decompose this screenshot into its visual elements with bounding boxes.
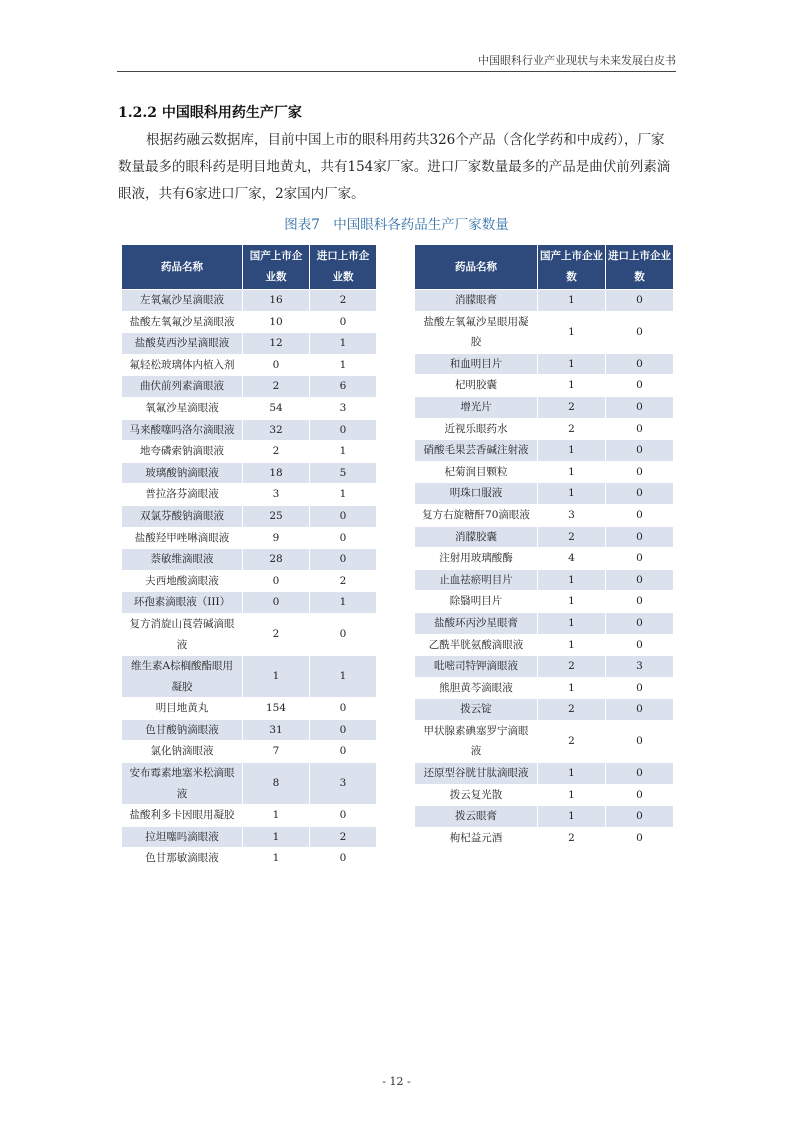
drug-name-cell: 消朦胶囊: [415, 526, 538, 548]
domestic-count-cell: 2: [538, 720, 606, 762]
drug-name-cell: 地夸磷索钠滴眼液: [122, 441, 243, 463]
table-row: [122, 592, 377, 614]
header-import-count: 进口上市企业数: [310, 245, 377, 290]
domestic-count-cell: 12: [243, 333, 310, 355]
table-header-row: [122, 245, 377, 290]
domestic-count-cell: 1: [538, 290, 606, 312]
domestic-count-cell: 3: [538, 504, 606, 526]
import-count-cell: 0: [310, 698, 377, 720]
domestic-count-cell: 2: [538, 699, 606, 721]
import-count-cell: 2: [310, 570, 377, 592]
domestic-count-cell: 31: [243, 719, 310, 741]
drug-name-cell: 夫西地酸滴眼液: [122, 570, 243, 592]
table-row: [122, 505, 377, 527]
table-row: [415, 483, 674, 505]
domestic-count-cell: 32: [243, 419, 310, 441]
table-row: [122, 656, 377, 698]
table-row: [415, 656, 674, 678]
table-row: [122, 484, 377, 506]
drug-name-cell: 盐酸左氧氟沙星滴眼液: [122, 311, 243, 333]
table-row: [415, 784, 674, 806]
right-drug-table: [414, 244, 674, 849]
domestic-count-cell: 8: [243, 763, 310, 805]
drug-name-cell: 玻璃酸钠滴眼液: [122, 462, 243, 484]
header-domestic-count: 国产上市企业数: [538, 245, 606, 290]
table-row: [415, 720, 674, 762]
drug-name-cell: 维生素A棕榈酸酯眼用凝胶: [122, 656, 243, 698]
drug-name-cell: 安布霉素地塞米松滴眼液: [122, 763, 243, 805]
domestic-count-cell: 154: [243, 698, 310, 720]
import-count-cell: 3: [310, 763, 377, 805]
drug-name-cell: 增光片: [415, 396, 538, 418]
domestic-count-cell: 1: [538, 375, 606, 397]
domestic-count-cell: 1: [243, 848, 310, 870]
import-count-cell: 0: [606, 548, 674, 570]
import-count-cell: 2: [310, 290, 377, 312]
domestic-count-cell: 1: [538, 591, 606, 613]
drug-name-cell: 除翳明目片: [415, 591, 538, 613]
drug-name-cell: 氯化钠滴眼液: [122, 741, 243, 763]
domestic-count-cell: 1: [538, 784, 606, 806]
table-row: [415, 677, 674, 699]
table-row: [415, 806, 674, 828]
domestic-count-cell: 1: [243, 805, 310, 827]
drug-name-cell: 环孢素滴眼液（III）: [122, 592, 243, 614]
drug-name-cell: 杞菊润目颗粒: [415, 461, 538, 483]
import-count-cell: 1: [310, 333, 377, 355]
domestic-count-cell: 1: [538, 634, 606, 656]
import-count-cell: 0: [606, 311, 674, 353]
drug-name-cell: 止血祛瘀明目片: [415, 569, 538, 591]
table-row: [415, 504, 674, 526]
import-count-cell: 3: [310, 397, 377, 419]
table-row: [415, 763, 674, 785]
domestic-count-cell: 9: [243, 527, 310, 549]
domestic-count-cell: 2: [538, 656, 606, 678]
table-header-row: [415, 245, 674, 290]
domestic-count-cell: 1: [538, 483, 606, 505]
table-row: [122, 719, 377, 741]
import-count-cell: 6: [310, 376, 377, 398]
import-count-cell: 0: [310, 613, 377, 655]
left-table-body: [122, 290, 377, 870]
drug-name-cell: 杞明胶囊: [415, 375, 538, 397]
table-row: [415, 699, 674, 721]
table-row: [122, 419, 377, 441]
import-count-cell: 0: [310, 527, 377, 549]
table-row: [415, 634, 674, 656]
import-count-cell: 0: [310, 805, 377, 827]
header-domestic-count: 国产上市企业数: [243, 245, 310, 290]
import-count-cell: 3: [606, 656, 674, 678]
table-row: [122, 354, 377, 376]
table-row: [122, 333, 377, 355]
drug-name-cell: 马来酸噻吗洛尔滴眼液: [122, 419, 243, 441]
page-number: - 12 -: [382, 1075, 411, 1088]
drug-name-cell: 消朦眼膏: [415, 290, 538, 312]
import-count-cell: 2: [310, 826, 377, 848]
import-count-cell: 0: [606, 591, 674, 613]
import-count-cell: 0: [606, 827, 674, 849]
right-table-body: [415, 290, 674, 849]
import-count-cell: 0: [606, 504, 674, 526]
drug-name-cell: 明珠口服液: [415, 483, 538, 505]
import-count-cell: 1: [310, 354, 377, 376]
table-row: [415, 526, 674, 548]
drug-name-cell: 色甘酸钠滴眼液: [122, 719, 243, 741]
domestic-count-cell: 1: [538, 677, 606, 699]
drug-name-cell: 拨云眼膏: [415, 806, 538, 828]
domestic-count-cell: 1: [538, 440, 606, 462]
body-paragraph-text: 根据药融云数据库，目前中国上市的眼科用药共326个产品（含化学药和中成药），厂家数量最多的眼科药是明目地黄丸，共有154家厂家。进口厂家数量最多的产品是曲伏前列素滴眼液，共有6家进口厂家，2家国内厂家。: [118, 132, 671, 202]
drug-name-cell: 复方消旋山莨菪碱滴眼液: [122, 613, 243, 655]
domestic-count-cell: 1: [538, 461, 606, 483]
table-row: [122, 763, 377, 805]
running-header-title: 中国眼科行业产业现状与未来发展白皮书: [478, 54, 676, 67]
domestic-count-cell: 1: [538, 763, 606, 785]
table-row: [122, 698, 377, 720]
domestic-count-cell: 1: [538, 612, 606, 634]
domestic-count-cell: 1: [538, 353, 606, 375]
import-count-cell: 0: [606, 806, 674, 828]
table-row: [122, 549, 377, 571]
table-row: [415, 827, 674, 849]
domestic-count-cell: 1: [538, 311, 606, 353]
import-count-cell: 1: [310, 484, 377, 506]
drug-name-cell: 枸杞益元酒: [415, 827, 538, 849]
domestic-count-cell: 1: [538, 569, 606, 591]
header-drug-name: 药品名称: [122, 245, 243, 290]
domestic-count-cell: 2: [243, 441, 310, 463]
import-count-cell: 0: [606, 418, 674, 440]
drug-name-cell: 曲伏前列素滴眼液: [122, 376, 243, 398]
drug-name-cell: 色甘那敏滴眼液: [122, 848, 243, 870]
domestic-count-cell: 2: [538, 526, 606, 548]
drug-name-cell: 盐酸利多卡因眼用凝胶: [122, 805, 243, 827]
import-count-cell: 0: [310, 311, 377, 333]
domestic-count-cell: 1: [243, 656, 310, 698]
section-heading: 1.2.2 中国眼科用药生产厂家: [118, 105, 302, 121]
import-count-cell: 0: [310, 848, 377, 870]
domestic-count-cell: 2: [243, 376, 310, 398]
import-count-cell: 0: [606, 784, 674, 806]
drug-name-cell: 双氯芬酸钠滴眼液: [122, 505, 243, 527]
import-count-cell: 0: [310, 419, 377, 441]
drug-name-cell: 氟轻松玻璃体内植入剂: [122, 354, 243, 376]
drug-name-cell: 萘敏维滴眼液: [122, 549, 243, 571]
domestic-count-cell: 54: [243, 397, 310, 419]
table-row: [122, 462, 377, 484]
drug-name-cell: 明目地黄丸: [122, 698, 243, 720]
import-count-cell: 0: [606, 677, 674, 699]
table-row: [415, 612, 674, 634]
domestic-count-cell: 25: [243, 505, 310, 527]
drug-name-cell: 硝酸毛果芸香碱注射液: [415, 440, 538, 462]
domestic-count-cell: 2: [538, 827, 606, 849]
import-count-cell: 1: [310, 441, 377, 463]
domestic-count-cell: 2: [538, 396, 606, 418]
domestic-count-cell: 2: [243, 613, 310, 655]
import-count-cell: 0: [606, 720, 674, 762]
import-count-cell: 0: [606, 461, 674, 483]
drug-name-cell: 拨云锭: [415, 699, 538, 721]
table-row: [415, 311, 674, 353]
import-count-cell: 0: [606, 699, 674, 721]
import-count-cell: 0: [606, 353, 674, 375]
domestic-count-cell: 1: [243, 826, 310, 848]
drug-name-cell: 乙酰半胱氨酸滴眼液: [415, 634, 538, 656]
table-row: [122, 570, 377, 592]
import-count-cell: 0: [606, 634, 674, 656]
table-row: [122, 613, 377, 655]
drug-name-cell: 左氧氟沙星滴眼液: [122, 290, 243, 312]
table-row: [415, 353, 674, 375]
import-count-cell: 0: [310, 741, 377, 763]
table-row: [415, 290, 674, 312]
import-count-cell: 0: [606, 290, 674, 312]
table-row: [122, 376, 377, 398]
import-count-cell: 0: [606, 483, 674, 505]
drug-name-cell: 还原型谷胱甘肽滴眼液: [415, 763, 538, 785]
drug-name-cell: 盐酸莫西沙星滴眼液: [122, 333, 243, 355]
import-count-cell: 0: [606, 440, 674, 462]
import-count-cell: 1: [310, 592, 377, 614]
drug-name-cell: 和血明目片: [415, 353, 538, 375]
drug-name-cell: 普拉洛芬滴眼液: [122, 484, 243, 506]
table-row: [415, 418, 674, 440]
domestic-count-cell: 3: [243, 484, 310, 506]
domestic-count-cell: 28: [243, 549, 310, 571]
drug-name-cell: 盐酸环丙沙星眼膏: [415, 612, 538, 634]
table-row: [122, 527, 377, 549]
drug-name-cell: 甲状腺素碘塞罗宁滴眼液: [415, 720, 538, 762]
table-row: [415, 396, 674, 418]
header-import-count: 进口上市企业数: [606, 245, 674, 290]
domestic-count-cell: 18: [243, 462, 310, 484]
table-row: [415, 548, 674, 570]
drug-name-cell: 注射用玻璃酸酶: [415, 548, 538, 570]
drug-name-cell: 拨云复光散: [415, 784, 538, 806]
drug-name-cell: 吡嘧司特钾滴眼液: [415, 656, 538, 678]
domestic-count-cell: 10: [243, 311, 310, 333]
table-row: [122, 290, 377, 312]
drug-name-cell: 盐酸左氧氟沙星眼用凝胶: [415, 311, 538, 353]
import-count-cell: 1: [310, 656, 377, 698]
body-paragraph: [118, 127, 678, 208]
table-row: [415, 591, 674, 613]
table-row: [122, 741, 377, 763]
import-count-cell: 0: [606, 396, 674, 418]
drug-name-cell: 氧氟沙星滴眼液: [122, 397, 243, 419]
import-count-cell: 0: [310, 549, 377, 571]
domestic-count-cell: 2: [538, 418, 606, 440]
domestic-count-cell: 0: [243, 592, 310, 614]
table-row: [415, 569, 674, 591]
domestic-count-cell: 16: [243, 290, 310, 312]
import-count-cell: 5: [310, 462, 377, 484]
table-row: [122, 848, 377, 870]
domestic-count-cell: 0: [243, 570, 310, 592]
import-count-cell: 0: [606, 569, 674, 591]
domestic-count-cell: 1: [538, 806, 606, 828]
drug-name-cell: 盐酸羟甲唑啉滴眼液: [122, 527, 243, 549]
import-count-cell: 0: [310, 505, 377, 527]
import-count-cell: 0: [606, 375, 674, 397]
drug-name-cell: 拉坦噻吗滴眼液: [122, 826, 243, 848]
header-rule: [117, 71, 676, 72]
header-drug-name: 药品名称: [415, 245, 538, 290]
table-row: [122, 826, 377, 848]
drug-name-cell: 近视乐眼药水: [415, 418, 538, 440]
import-count-cell: 0: [310, 719, 377, 741]
table-row: [122, 311, 377, 333]
table-row: [122, 441, 377, 463]
import-count-cell: 0: [606, 612, 674, 634]
table-row: [415, 461, 674, 483]
drug-name-cell: 熊胆黄芩滴眼液: [415, 677, 538, 699]
domestic-count-cell: 4: [538, 548, 606, 570]
drug-name-cell: 复方右旋糖酐70滴眼液: [415, 504, 538, 526]
table-row: [415, 375, 674, 397]
domestic-count-cell: 7: [243, 741, 310, 763]
table-row: [122, 805, 377, 827]
import-count-cell: 0: [606, 526, 674, 548]
table-row: [415, 440, 674, 462]
domestic-count-cell: 0: [243, 354, 310, 376]
figure-caption: 图表7 中国眼科各药品生产厂家数量: [284, 217, 509, 233]
import-count-cell: 0: [606, 763, 674, 785]
table-row: [122, 397, 377, 419]
left-drug-table: [121, 244, 377, 870]
